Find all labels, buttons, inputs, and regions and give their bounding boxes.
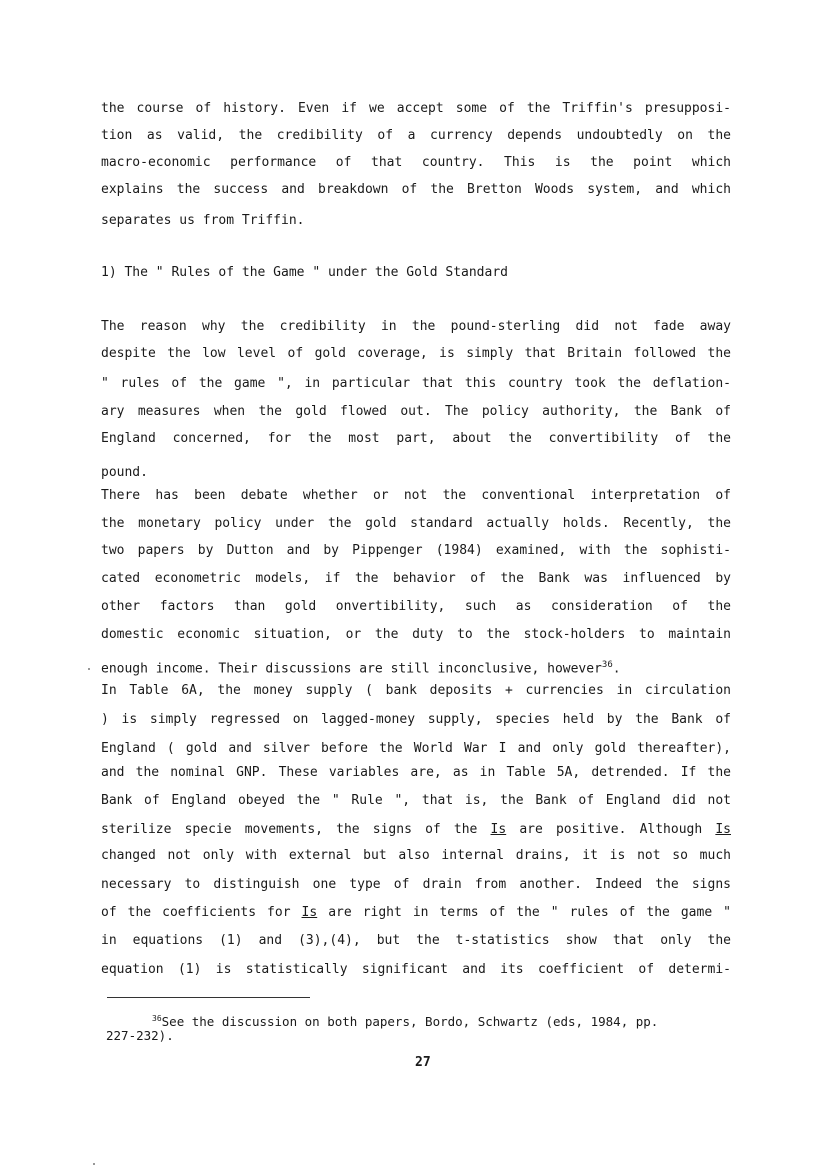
footnote-mark: 36 — [152, 1014, 162, 1023]
text-line: ary measures when the gold flowed out. The policy authority, the Bank of — [101, 404, 731, 419]
underlined-term: Is — [490, 822, 507, 837]
text-span: are right in terms of the " rules of the game " — [317, 905, 731, 920]
text-line: In Table 6A, the money supply ( bank deposits + currencies in circulation — [101, 683, 731, 698]
text-line: two papers by Dutton and by Pippenger (1984) examined, with the sophisti- — [101, 543, 731, 558]
footnote-line: 227-232). — [106, 1028, 174, 1043]
scan-speck — [88, 668, 90, 670]
text-line: separates us from Triffin. — [101, 213, 305, 228]
text-span: are positive. Although — [506, 822, 716, 837]
text-line: pound. — [101, 465, 148, 480]
text-line: tion as valid, the credibility of a currency depends undoubtedly on the — [101, 128, 731, 143]
text-line: the course of history. Even if we accept some of the Triffin's presupposi- — [101, 101, 731, 116]
underlined-term: Is — [715, 822, 731, 837]
text-line — [101, 821, 731, 839]
text-span: enough income. Their discussions are still inconclusive, however — [101, 661, 602, 677]
text-line: necessary to distinguish one type of drain from another. Indeed the signs — [101, 877, 731, 892]
text-line: other factors than gold onvertibility, such as consideration of the — [101, 599, 731, 614]
text-line — [101, 656, 731, 678]
text-line: and the nominal GNP. These variables are, as in Table 5A, detrended. If the — [101, 765, 731, 780]
text-line: England concerned, for the most part, about the convertibility of the — [101, 431, 731, 446]
footnote-separator — [107, 997, 310, 998]
text-line: " rules of the game ", in particular that this country took the deflation- — [101, 376, 731, 391]
section-heading: 1) The " Rules of the Game " under the Gold Standard — [101, 265, 508, 280]
page-number: 27 — [415, 1055, 431, 1070]
text-line: domestic economic situation, or the duty to the stock-holders to maintain — [101, 627, 731, 642]
text-line: in equations (1) and (3),(4), but the t-statistics show that only the — [101, 933, 731, 948]
text-span: sterilize specie movements, the signs of the — [101, 822, 491, 837]
text-line: despite the low level of gold coverage, is simply that Britain followed the — [101, 346, 731, 361]
scan-speck — [93, 1163, 95, 1165]
text-line: ) is simply regressed on lagged-money supply, species held by the Bank of — [101, 712, 731, 727]
text-span: . — [612, 661, 621, 677]
text-line: England ( gold and silver before the World War I and only gold thereafter), — [101, 741, 731, 756]
footnote-line — [152, 1011, 658, 1030]
text-span: of the coefficients for — [101, 905, 302, 920]
text-line: explains the success and breakdown of the Bretton Woods system, and which — [101, 182, 731, 197]
text-line: There has been debate whether or not the conventional interpretation of — [101, 488, 731, 503]
footnote-reference: 36 — [601, 660, 613, 670]
text-line: cated econometric models, if the behavior of the Bank was influenced by — [101, 571, 731, 586]
text-line — [101, 904, 731, 922]
text-line: The reason why the credibility in the pound-sterling did not fade away — [101, 319, 731, 334]
text-line: the monetary policy under the gold standard actually holds. Recently, the — [101, 516, 731, 531]
text-line: Bank of England obeyed the " Rule ", that is, the Bank of England did not — [101, 793, 731, 808]
underlined-term: Is — [301, 905, 318, 920]
text-line: macro-economic performance of that country. This is the point which — [101, 155, 731, 170]
text-line: equation (1) is statistically significant and its coefficient of determi- — [101, 962, 731, 977]
text-line: changed not only with external but also internal drains, it is not so much — [101, 848, 731, 863]
footnote-text: See the discussion on both papers, Bordo, Schwartz (eds, 1984, pp. — [161, 1014, 659, 1030]
